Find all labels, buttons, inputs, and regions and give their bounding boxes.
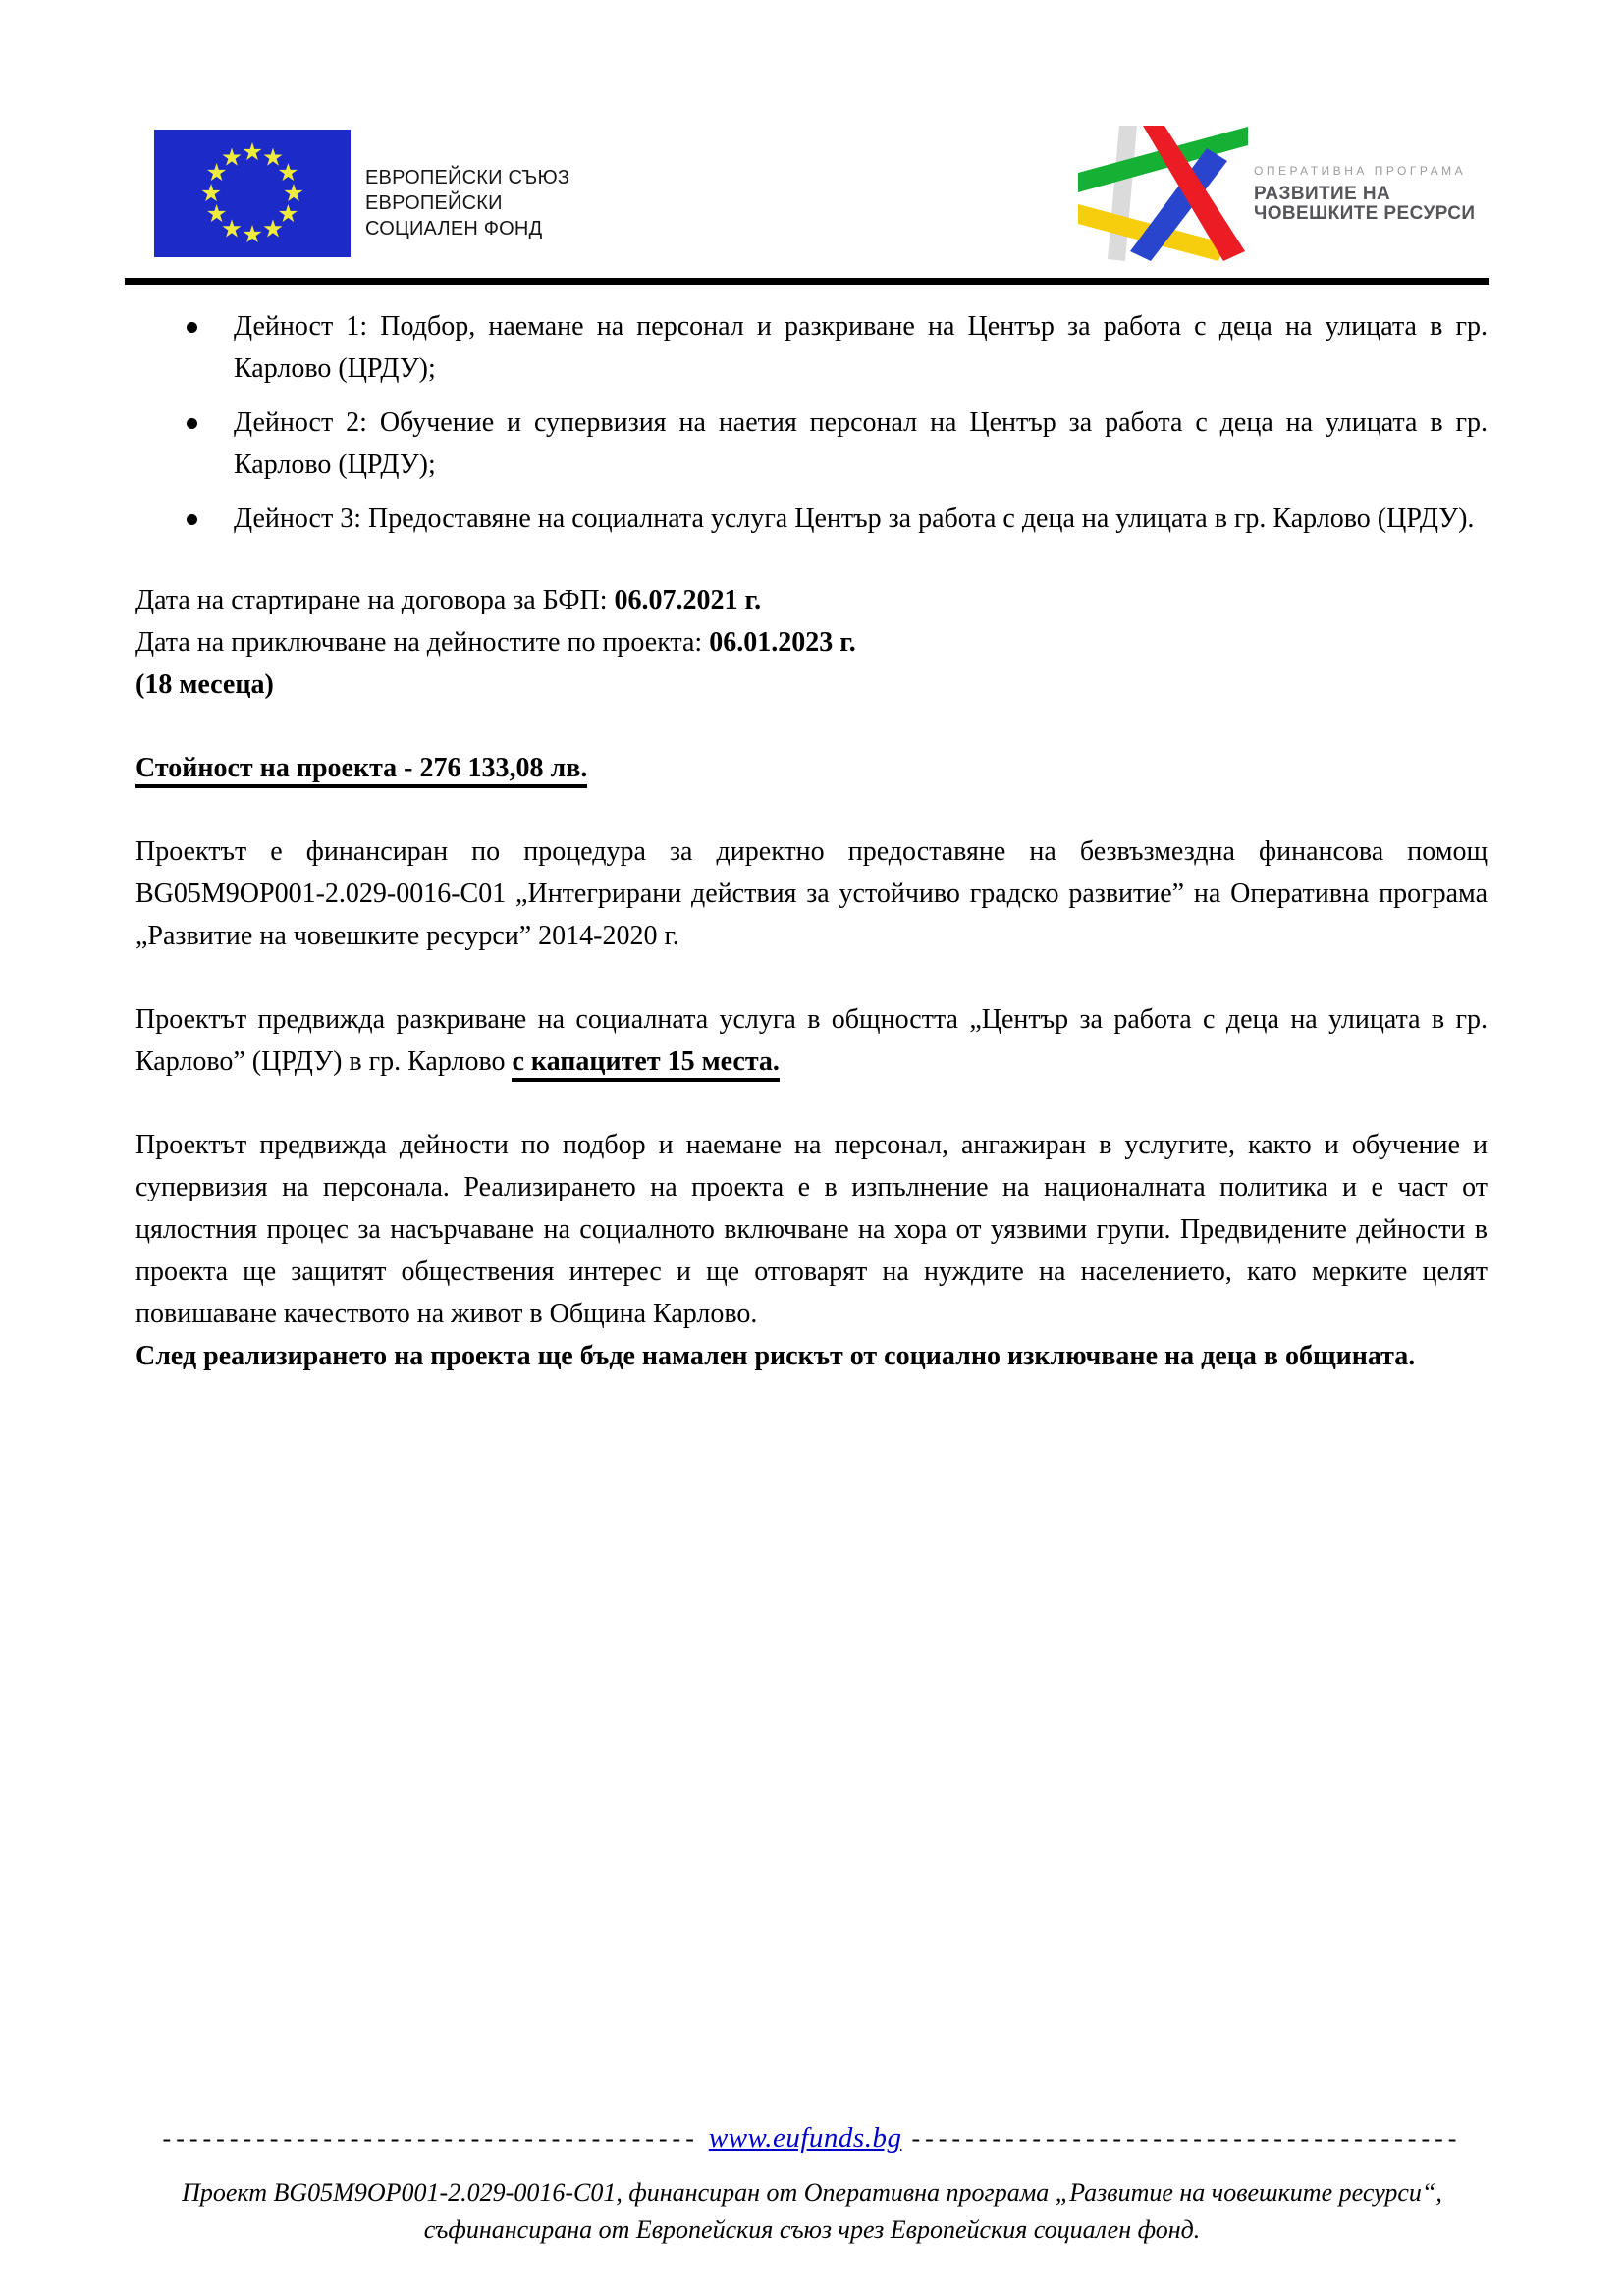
list-item — [135, 498, 1488, 540]
service-paragraph-text: Проектът предвижда разкриване на социалната услуга в общността „Център за работа с деца на улицата в гр. Карлово” (ЦРДУ) в гр. Карлово — [135, 1004, 1488, 1077]
service-paragraph — [135, 998, 1488, 1083]
footer-dashes-left: ---------------------------------------- — [162, 2124, 699, 2153]
op-hrd-ribbons-icon — [1078, 124, 1251, 263]
activities-list — [135, 305, 1488, 540]
footer-dashes-right: ----------------------------------------- — [911, 2124, 1462, 2153]
document-body — [0, 292, 1624, 1377]
activity-1-text: Дейност 1: Подбор, наемане на персонал и разкриване на Център за работа с деца на улицата в гр. Карлово (ЦРДУ); — [234, 311, 1488, 384]
capacity-highlight: с капацитет 15 места. — [512, 1046, 779, 1082]
funding-paragraph: Проектът е финансиран по процедура за директно предоставяне на безвъзмездна финансова помощ BG05M9OP001-2.029-0016-C01 „Интегрирани действия за устойчиво градско развитие” на Оперативна програма „Развитие на човешките ресурси” 2014-2020 г. — [135, 836, 1488, 951]
dates-block — [135, 579, 1488, 706]
eu-caption-line1: ЕВРОПЕЙСКИ СЪЮЗ — [365, 167, 570, 188]
op-kicker: ОПЕРАТИВНА ПРОГРАМА — [1254, 164, 1467, 178]
footer-divider-line — [0, 2122, 1624, 2155]
activity-2-text: Дейност 2: Обучение и супервизия на наетия персонал на Център за работа с деца на улицата в гр. Карлово (ЦРДУ); — [234, 407, 1488, 480]
eufunds-link[interactable]: www.eufunds.bg — [708, 2122, 902, 2154]
op-title-line2: ЧОВЕШКИТЕ РЕСУРСИ — [1254, 203, 1476, 224]
header-divider — [125, 278, 1489, 285]
bullet-icon — [187, 514, 197, 525]
end-date-label: Дата на приключване на дейностите по проекта: — [135, 627, 710, 658]
eu-flag-logo — [154, 130, 351, 257]
start-date-value: 06.07.2021 г. — [614, 585, 762, 615]
activities-detail-paragraph: Проектът предвижда дейности по подбор и наемане на персонал, ангажиран в услугите, както и обучение и супервизия на персонала. Реализирането на проекта е в изпълнение на националната политика и е част от цялостния процес за насърчаване на социалното включване на хора от уязвими групи. Предвидените дейности в проекта ще защитят обществения интерес и ще отговарят на нуждите на населението, като мерките целят повишаване качеството на живот в Община Карлово. — [135, 1130, 1488, 1329]
start-date-line — [135, 579, 1488, 621]
page-footer — [0, 2122, 1624, 2249]
eu-caption-line2: ЕВРОПЕЙСКИ — [365, 192, 503, 214]
eu-caption-line3: СОЦИАЛЕН ФОНД — [365, 218, 543, 240]
end-date-value: 06.01.2023 г. — [709, 627, 856, 658]
end-date-line — [135, 621, 1488, 664]
project-value-line — [135, 747, 1488, 789]
duration-line: (18 месеца) — [135, 669, 274, 700]
result-paragraph: След реализирането на проекта ще бъде намален рискът от социално изключване на деца в общината. — [135, 1341, 1416, 1371]
eu-logo-caption — [365, 165, 569, 241]
start-date-label: Дата на стартиране на договора за БФП: — [135, 585, 615, 615]
footer-note: Проект BG05M9OP001-2.029-0016-C01, финансиран от Оперативна програма „Развитие на човешките ресурси“, съфинансирана от Европейския съюз чрез Европейския социален фонд. — [182, 2178, 1442, 2244]
op-title-line1: РАЗВИТИЕ НА — [1254, 184, 1391, 204]
activity-3-text: Дейност 3: Предоставяне на социалната услуга Център за работа с деца на улицата в гр. Карлово (ЦРДУ). — [234, 504, 1475, 534]
bullet-icon — [187, 418, 197, 429]
list-item — [135, 401, 1488, 486]
list-item — [135, 305, 1488, 390]
op-logo-caption — [1254, 164, 1475, 224]
bullet-icon — [187, 322, 197, 333]
project-value-text: Стойност на проекта - 276 133,08 лв. — [135, 753, 587, 788]
